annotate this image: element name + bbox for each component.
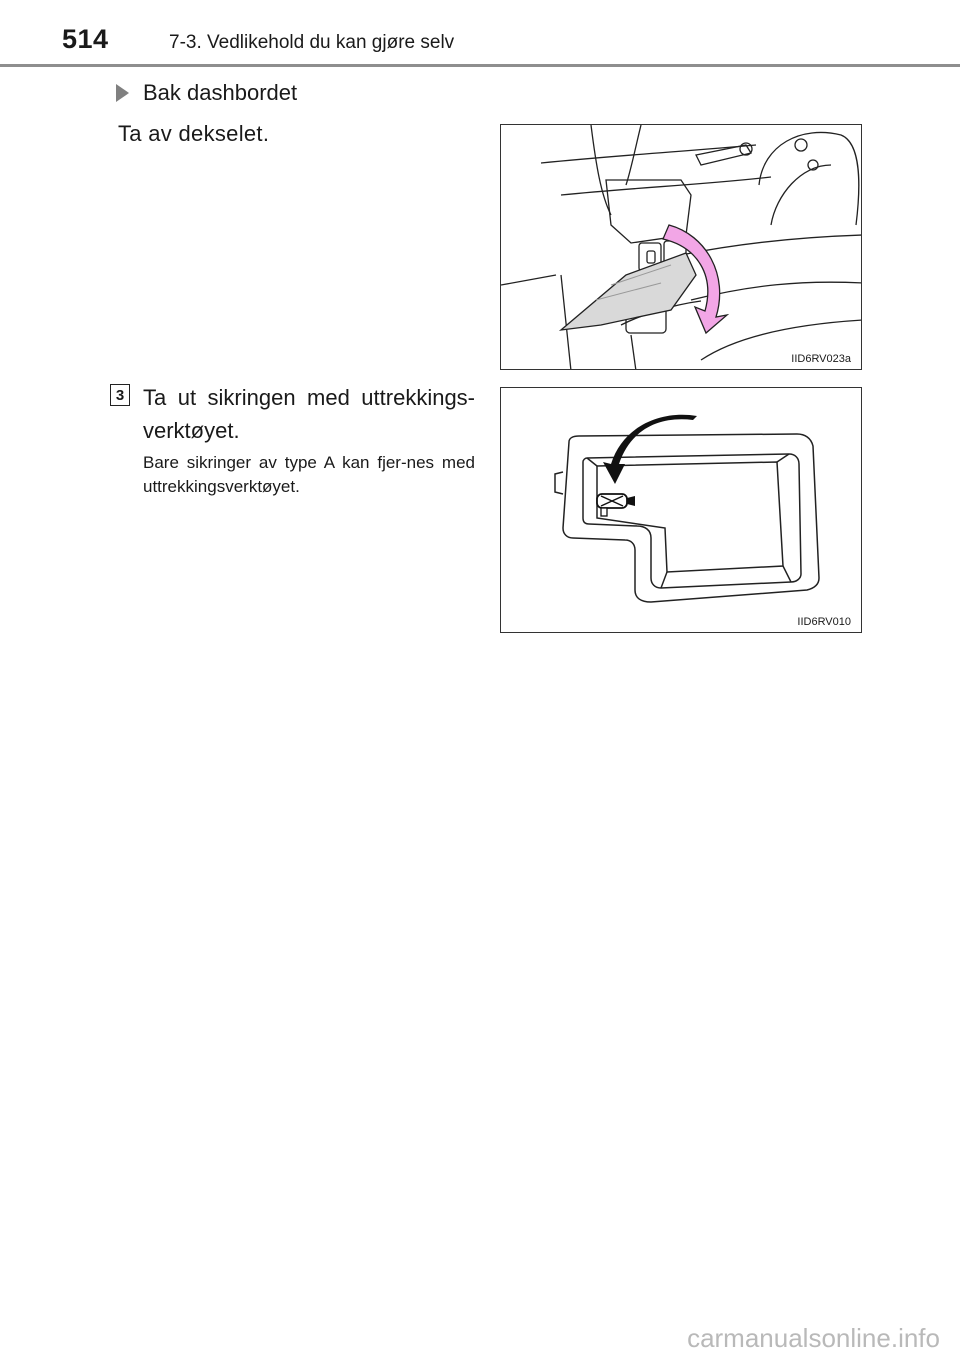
curved-arrow-icon	[603, 415, 697, 484]
watermark: carmanualsonline.info	[687, 1323, 940, 1353]
triangle-bullet-icon	[116, 84, 129, 102]
figure-dashboard-cover	[500, 124, 862, 370]
bullet-heading	[116, 80, 297, 106]
figure-fuse-puller	[500, 387, 862, 633]
step-number-badge: 3	[110, 384, 130, 406]
fuse-box-cover-illustration	[501, 388, 862, 633]
figure-code: IID6RV010	[797, 616, 851, 628]
step-text: Ta ut sikringen med uttrekkings-verktøyet.	[143, 385, 475, 443]
dashboard-cover-illustration	[501, 125, 862, 370]
bullet-label: Bak dashbordet	[143, 80, 298, 105]
figure-code: IID6RV023a	[791, 353, 851, 365]
instruction-text: Ta av dekselet.	[118, 121, 270, 146]
header-divider	[0, 64, 960, 67]
section-title: 7-3. Vedlikehold du kan gjøre selv	[169, 32, 455, 53]
page-number: 514	[62, 24, 109, 54]
step-note: Bare sikringer av type A kan fjer-nes med uttrekkingsverktøyet.	[143, 453, 475, 496]
fuse-puller-icon	[597, 494, 635, 516]
